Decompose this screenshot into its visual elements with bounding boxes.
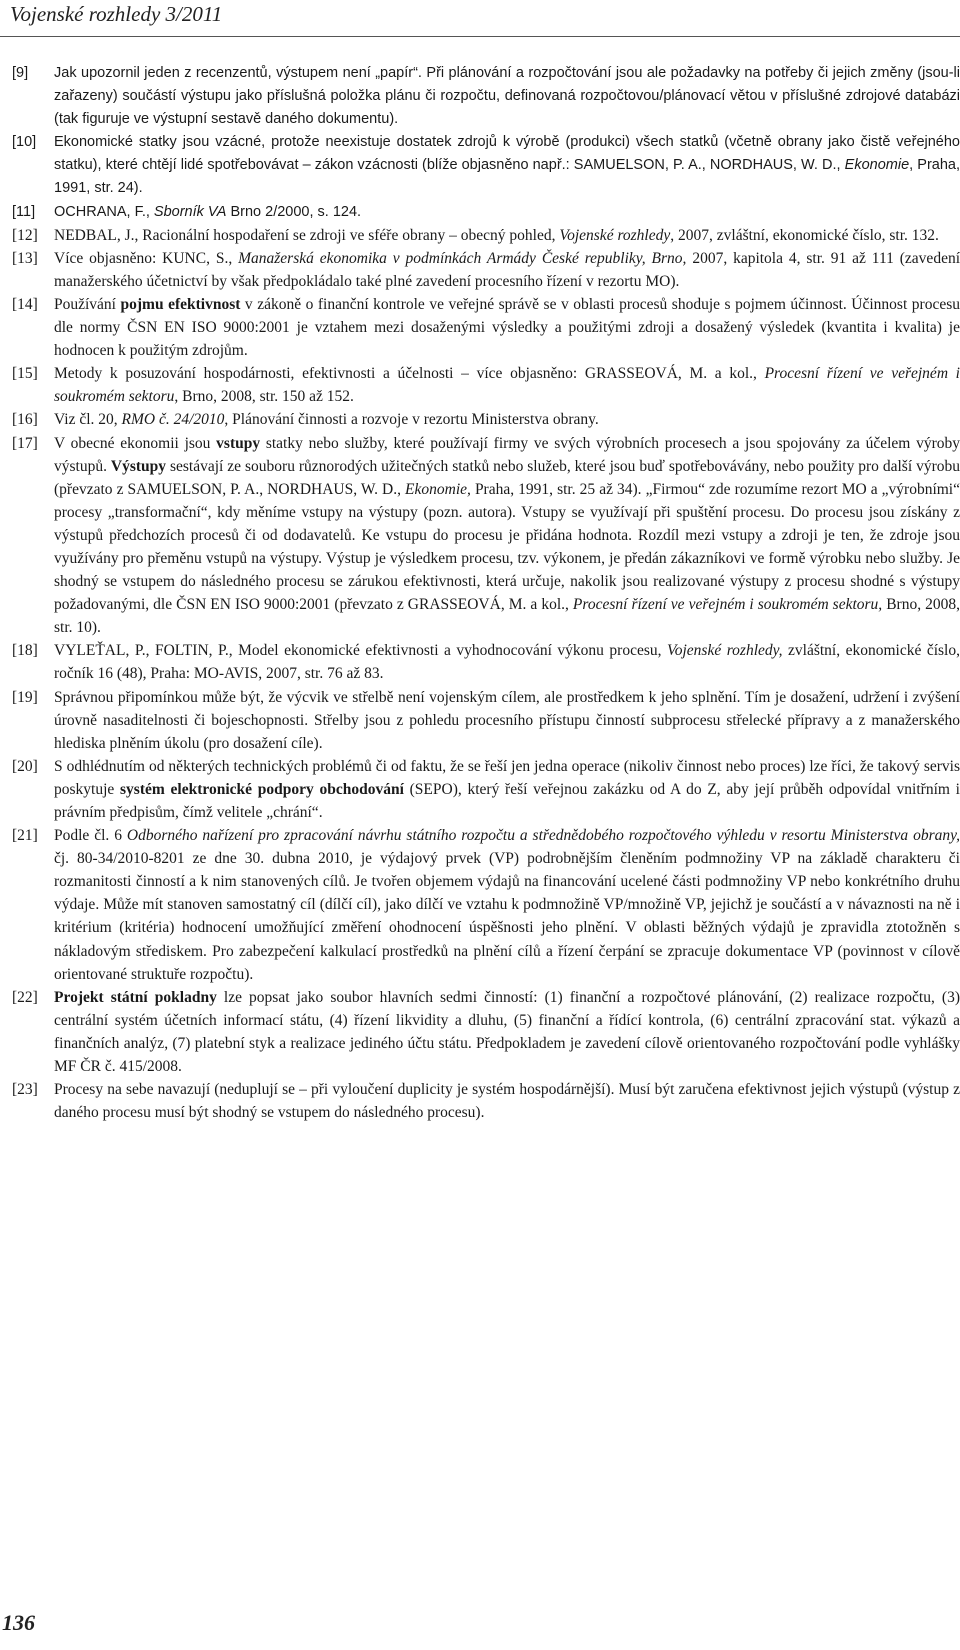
endnote-number: [23] [12, 1081, 38, 1099]
endnote-text: Projekt státní pokladny lze popsat jako soubor hlavních sedmi činností: (1) finanční a rozpočtové plánování, (2) realizace rozpočtu, (3) centrální systém účetních informací státu, (4) řízení likvidity a dluhu, (5) finanční a řídící kontrola, (6) centrální zpracování stat. výkazů a finančních analýz, (7) platební styk a realizace jediného účtu státu. Předpokladem je zavedení cílově orientovaného rozpočtování podle vyhlášky MF ČR č. 415/2008. [54, 988, 960, 1076]
endnote-text: Metody k posuzování hospodárnosti, efektivnosti a účelnosti – více objasněno: GRASSEOVÁ, M. a kol., Procesní řízení ve veřejném i soukromém sektoru, Brno, 2008, str. 150 až 152. [54, 365, 960, 406]
endnote [12, 1078, 960, 1124]
endnote-number: [13] [12, 249, 38, 267]
endnote-text: Podle čl. 6 Odborného nařízení pro zpracování návrhu státního rozpočtu a střednědobého rozpočtového výhledu v resortu Ministerstva obrany, čj. 80-34/2010-8201 ze dne 30. dubna 2010, je výdajový prvek (VP) podrobnějším členěním podmnožiny VP na základě charakteru či rozmanitosti činností a k nim stanovených cílů. Je tvořen objemem výdajů na financování ucelené části podmnožiny VP nebo konkrétního druhu výdaje. Může mít stanoven samostatný cíl (dílčí cíl), jako dílčí ve vztahu k podmnožině VP/množině VP, jejichž je součástí a v návaznosti na ně i kritérium (kritéria) hodnocení umožňující změření ohodnocení úspěšnosti jeho plnění. V oblasti běžných výdajů je zpravidla ztotožněn s nákladovým střediskem. Pro zabezpečení kalkulací prostředků na plnění cílů a řízení čerpání se zpracuje dokumentace VP (povinnost v cílově orientované struktuře rozpočtu). [54, 827, 960, 983]
endnote-number: [10] [12, 134, 37, 151]
endnote-number: [15] [12, 365, 38, 383]
endnote-number: [12] [12, 226, 38, 244]
endnote [12, 755, 960, 824]
endnote [12, 293, 960, 362]
endnote-text: S odhlédnutím od některých technických problémů či od faktu, že se řeší jen jedna operace (nikoliv činnost nebo proces) lze říci, že takový servis poskytuje systém elektronické podpory obchodování (SEPO), který řeší veřejnou zakázku od A do Z, aby její průběh odpovídal vnitřním i právním předpisům, čímž velitele „chrání“. [54, 757, 960, 821]
endnote [12, 201, 960, 224]
endnotes-list [12, 62, 960, 1124]
endnote-number: [17] [12, 434, 38, 452]
endnote-text: Viz čl. 20, RMO č. 24/2010, Plánování činnosti a rozvoje v rezortu Ministerstva obrany. [54, 411, 599, 429]
endnote-number: [14] [12, 295, 38, 313]
endnote-text: Používání pojmu efektivnost v zákoně o finanční kontrole ve veřejné správě se v oblasti procesů shoduje s pojmem účinnost. Účinnost procesu dle normy ČSN EN ISO 9000:2001 je vztahem mezi dosaženými výsledky a použitými zdroji a dosažený výsledek (kvantita i kvalita) je hodnocen k použitým zdrojům. [54, 295, 960, 360]
header-rule [0, 36, 960, 37]
endnote-text: OCHRANA, F., Sborník VA Brno 2/2000, s. 124. [54, 203, 362, 220]
endnote-text: Ekonomické statky jsou vzácné, protože neexistuje dostatek zdrojů k výrobě (produkci) všech statků (včetně obrany jako čistě veřejného statku), které chtějí lidé spotřebovávat – zákon vzácnosti (blíže objasněno např.: SAMUELSON, P. A., NORDHAUS, W. D., Ekonomie, Praha, 1991, str. 24). [54, 134, 960, 197]
endnote-number: [21] [12, 827, 38, 845]
endnote-number: [19] [12, 688, 38, 706]
endnote-text: Více objasněno: KUNC, S., Manažerská ekonomika v podmínkách Armády České republiky, Brno, 2007, kapitola 4, str. 91 až 111 (zavedení manažerského účetnictví by však předpokládalo také plné zavedení procesního řízení v rezortu MO). [54, 249, 960, 290]
endnote-text: Procesy na sebe navazují (neduplují se – při vyloučení duplicity je systém hospodárnější). Musí být zaručena efektivnost jejich výstupů (výstup z daného procesu musí být shodný se vstupem do následného procesu). [54, 1081, 960, 1122]
page-number: 136 [2, 1610, 35, 1635]
endnote [12, 62, 960, 131]
endnote [12, 224, 960, 247]
endnote-text: V obecné ekonomii jsou vstupy statky nebo služby, které používají firmy ve svých výrobních procesech a jsou spojovány za účelem výroby výstupů. Výstupy sestávají ze souboru různorodých užitečných statků nebo služeb, které jsou buď spotřebovávány, nebo použity pro další výrobu (převzato z SAMUELSON, P. A., NORDHAUS, W. D., Ekonomie, Praha, 1991, str. 25 až 34). „Firmou“ zde rozumíme rezort MO a „výrobními“ procesy „transformační“, kdy měníme vstupy na výstupy (pozn. autora). Vstupy se využívají při spuštění procesu. Do procesu jsou získány z výstupů předchozích procesů či od dodavatelů. Ke vstupu do procesu je přidána hodnota. Rozdíl mezi vstupy a zdroji je ten, že zdroje jsou využívány pro přeměnu vstupů na výstupy. Výstup je výsledkem procesu, tzv. výkonem, je předán zákazníkovi ve formě výrobku nebo služby. Je shodný se vstupem do následného procesu se zárukou efektivnosti, která určuje, nakolik jsou realizované výstupy z procesu shodné s výstupy požadovanými, dle ČSN EN ISO 9000:2001 (převzato z GRASSEOVÁ, M. a kol., Procesní řízení ve veřejném i soukromém sektoru, Brno, 2008, str. 10). [54, 434, 960, 637]
endnote [12, 639, 960, 685]
endnote-number: [9] [12, 65, 29, 81]
endnote-number: [20] [12, 757, 38, 775]
endnote-number: [22] [12, 988, 38, 1006]
endnote-text: Jak upozornil jeden z recenzentů, výstupem není „papír“. Při plánování a rozpočtování jsou ale požadavky na potřeby či jejich změny (jsou-li zařazeny) součástí výstupu jako příslušná položka plánu či rozpočtu, definovaná rozpočtovou/plánovací větou v příslušné zdrojové databázi (tak figuruje ve výstupní sestavě daného dokumentu). [54, 65, 960, 128]
endnote [12, 432, 960, 640]
endnote [12, 686, 960, 755]
endnote-number: [18] [12, 642, 38, 660]
endnote-text: Správnou připomínkou může být, že výcvik ve střelbě není vojenským cílem, ale prostředkem k jeho splnění. Tím je dosažení, udržení i zvýšení úrovně nasaditelnosti či bojeschopnosti. Střelby jsou z pohledu procesního přístupu činností subprocesu střelecké přípravy a z manažerského hlediska plněním úkolu (pro dosažení cíle). [54, 688, 960, 752]
endnote [12, 131, 960, 200]
endnote-text: VYLEŤAL, P., FOLTIN, P., Model ekonomické efektivnosti a vyhodnocování výkonu procesu, Vojenské rozhledy, zvláštní, ekonomické číslo, ročník 16 (48), Praha: MO-AVIS, 2007, str. 76 až 83. [54, 642, 960, 683]
endnote-number: [16] [12, 411, 38, 429]
endnote-text: NEDBAL, J., Racionální hospodaření se zdroji ve sféře obrany – obecný pohled, Vojenské rozhledy, 2007, zvláštní, ekonomické číslo, str. 132. [54, 226, 939, 244]
endnote-number: [11] [12, 203, 36, 220]
endnote [12, 362, 960, 408]
endnote [12, 986, 960, 1078]
endnote [12, 824, 960, 986]
endnote [12, 247, 960, 293]
running-head-title: Vojenské rozhledy 3/2011 [10, 2, 223, 26]
endnote [12, 408, 960, 431]
